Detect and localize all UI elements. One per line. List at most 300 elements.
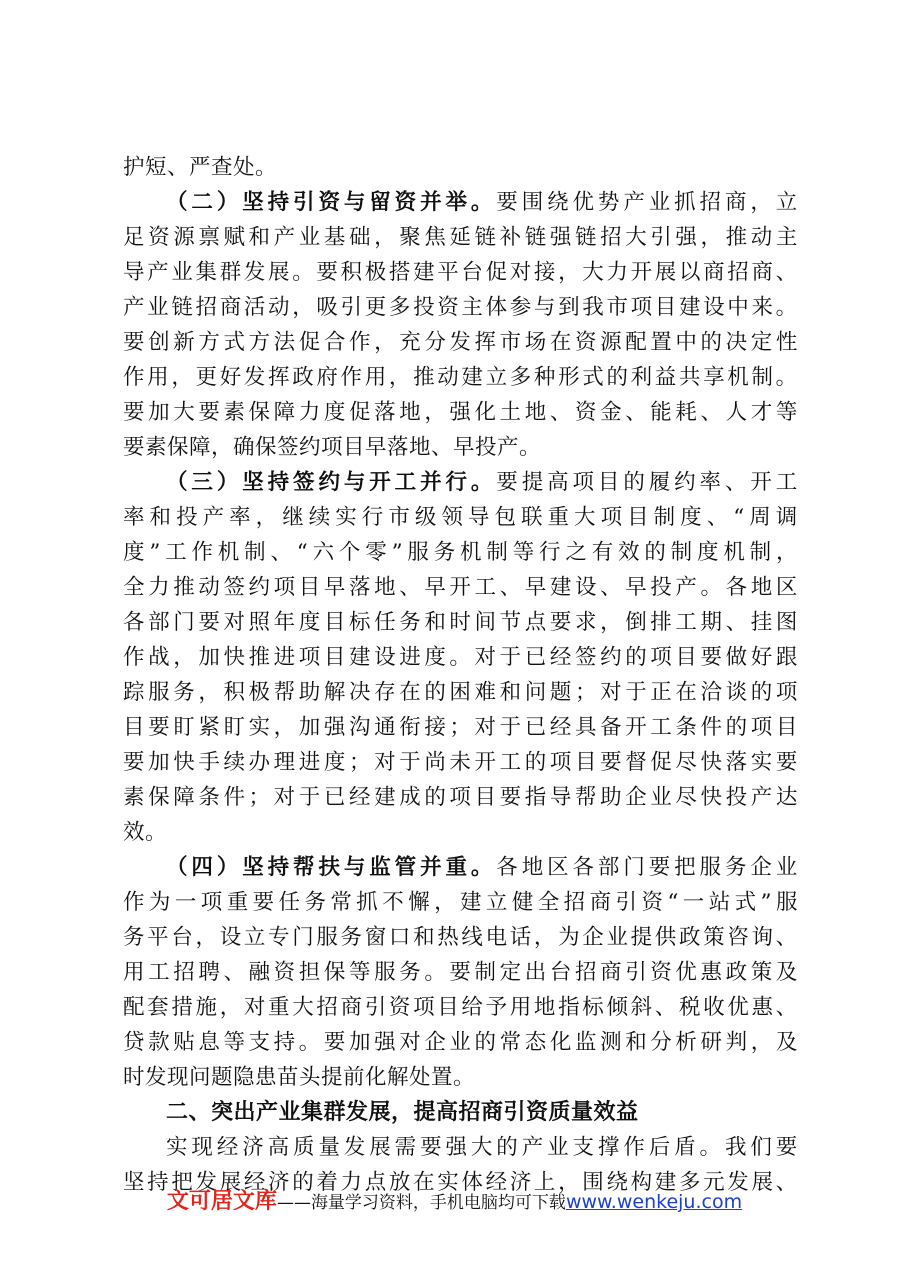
text-char: 机 xyxy=(460,540,483,565)
text-line xyxy=(123,780,798,815)
text-char: 合 xyxy=(323,330,346,355)
text-char: 济 xyxy=(268,1170,291,1195)
text-char: 与 xyxy=(533,295,556,320)
text-char: 极 xyxy=(248,680,271,705)
text-char: 率 xyxy=(123,505,146,530)
text-char: 各 xyxy=(725,575,748,600)
text-char: 。 xyxy=(470,190,493,215)
text-line xyxy=(123,360,798,395)
text-char: 已 xyxy=(323,785,346,810)
text-char: 发 xyxy=(243,260,266,285)
text-char: 主 xyxy=(461,295,484,320)
text-char: 促 xyxy=(348,400,371,425)
text-char: 我 xyxy=(582,295,605,320)
text-char: 等 xyxy=(348,960,371,985)
text-char: 政 xyxy=(725,960,748,985)
text-char: 和 xyxy=(248,225,271,250)
text-char: 推 xyxy=(413,365,436,390)
text-char: 参 xyxy=(509,295,532,320)
text-char: 各 xyxy=(572,855,595,880)
line-text: 时发现问题隐患苗头提前化解处置。 xyxy=(123,1065,476,1090)
text-char: 推 xyxy=(248,645,271,670)
text-char: 要 xyxy=(420,1135,443,1160)
text-char: 各 xyxy=(123,610,146,635)
text-char: 地 xyxy=(399,400,422,425)
text-char: 好 xyxy=(219,365,242,390)
text-char: ； xyxy=(248,785,271,810)
text-char: 标 xyxy=(582,995,605,1020)
text-char: 已 xyxy=(524,645,547,670)
text-char: 备 xyxy=(600,715,623,740)
text-char: 项 xyxy=(572,470,595,495)
text-char: ， xyxy=(775,540,798,565)
text-char: 询 xyxy=(751,925,774,950)
text-char: 体 xyxy=(485,295,508,320)
text-char: 、 xyxy=(549,400,572,425)
text-char: 商 xyxy=(703,260,726,285)
text-char: 绕 xyxy=(606,1170,629,1195)
text-char: 踪 xyxy=(123,680,146,705)
text-char: 台 xyxy=(549,960,572,985)
text-char: 极 xyxy=(364,260,387,285)
text-char: 与 xyxy=(343,855,366,880)
text-char: 持 xyxy=(267,855,290,880)
text-char: 以 xyxy=(678,260,701,285)
text-char: 企 xyxy=(582,925,605,950)
text-char: 于 xyxy=(499,645,522,670)
text-char: ， xyxy=(292,295,315,320)
text-char: 行 xyxy=(361,505,384,530)
text-char: 懈 xyxy=(408,890,431,915)
text-char: （ xyxy=(166,470,189,495)
text-char: 沟 xyxy=(348,715,371,740)
text-char: 在 xyxy=(413,1170,436,1195)
footer-tagline: ——海量学习资料，手机电脑均可下载 xyxy=(276,1193,566,1213)
text-char: 服 xyxy=(316,925,339,950)
text-char: 并 xyxy=(420,190,443,215)
text-char: 商 xyxy=(340,995,363,1020)
text-char: 约 xyxy=(318,470,341,495)
text-char: 式 xyxy=(734,890,757,915)
text-char: 目 xyxy=(597,470,620,495)
text-char: 专 xyxy=(268,925,291,950)
text-char: ， xyxy=(198,680,221,705)
text-char: 发 xyxy=(243,365,266,390)
text-char: 利 xyxy=(630,365,653,390)
text-char: 制 xyxy=(751,365,774,390)
text-char: 套 xyxy=(147,995,170,1020)
text-char: 要 xyxy=(499,785,522,810)
text-char: 实 xyxy=(437,1170,460,1195)
text-char: 中 xyxy=(675,330,698,355)
text-char: ， xyxy=(388,365,411,390)
text-char: 体 xyxy=(461,1170,484,1195)
text-char: 部 xyxy=(597,855,620,880)
text-char: 。 xyxy=(470,855,493,880)
text-char: 电 xyxy=(485,925,508,950)
text-char: 地 xyxy=(521,855,544,880)
text-char: 务 xyxy=(173,680,196,705)
text-char: 设 xyxy=(574,575,597,600)
text-char: 点 xyxy=(364,1170,387,1195)
text-char: 时 xyxy=(449,610,472,635)
text-char: 办 xyxy=(248,750,271,775)
text-char: 服 xyxy=(374,960,397,985)
text-char: 加 xyxy=(148,750,171,775)
text-char: 息 xyxy=(198,1030,221,1055)
text-char: 资 xyxy=(394,190,417,215)
text-char: 济 xyxy=(509,1170,532,1195)
text-char: 展 xyxy=(751,1170,774,1195)
text-char: 投 xyxy=(413,295,436,320)
text-char: 企 xyxy=(750,855,773,880)
text-char: 工 xyxy=(165,540,188,565)
text-char: 并 xyxy=(420,470,443,495)
text-line xyxy=(123,885,798,920)
text-line xyxy=(123,535,798,570)
text-char: 度 xyxy=(323,750,346,775)
text-char: 等 xyxy=(512,540,535,565)
text-char: 项 xyxy=(413,995,436,1020)
footer-url-link[interactable]: www.wenkeju.com xyxy=(565,1191,743,1213)
text-char: 领 xyxy=(441,505,464,530)
text-char: 平 xyxy=(437,260,460,285)
text-char: 签 xyxy=(223,575,246,600)
text-char: 源 xyxy=(600,330,623,355)
text-char: 基 xyxy=(323,225,346,250)
text-char: 赋 xyxy=(223,225,246,250)
text-char: 导 xyxy=(467,505,490,530)
text-char: 予 xyxy=(485,995,508,1020)
text-char: 市 xyxy=(606,295,629,320)
text-char: 招 xyxy=(563,890,586,915)
text-char: 资 xyxy=(437,295,460,320)
text-char: 助 xyxy=(298,680,321,705)
text-char: 坚 xyxy=(242,190,265,215)
text-char: 工 xyxy=(394,470,417,495)
text-char: 要 xyxy=(496,470,519,495)
text-char: 。 xyxy=(775,365,798,390)
text-char: 率 xyxy=(699,470,722,495)
text-char: 口 xyxy=(388,925,411,950)
text-char: 保 xyxy=(323,960,346,985)
text-char: 经 xyxy=(216,1135,239,1160)
text-line xyxy=(123,325,798,360)
text-char: 业 xyxy=(648,190,671,215)
text-char: 企 xyxy=(625,785,648,810)
text-char: 引 xyxy=(625,960,648,985)
text-line xyxy=(123,955,798,990)
text-char: 招 xyxy=(195,295,218,320)
text-char: 、 xyxy=(775,995,798,1020)
text-char: 、 xyxy=(775,925,798,950)
text-char: 节 xyxy=(499,610,522,635)
text-char: 提 xyxy=(630,925,653,950)
text-line xyxy=(123,255,798,290)
text-char: 构 xyxy=(630,1170,653,1195)
text-char: 加 xyxy=(348,1030,371,1055)
text-char: 任 xyxy=(374,610,397,635)
text-char: 引 xyxy=(364,995,387,1020)
text-char: 投 xyxy=(725,785,748,810)
text-char: 元 xyxy=(703,1170,726,1195)
text-char: 析 xyxy=(675,1030,698,1055)
text-char: 惠 xyxy=(751,995,774,1020)
text-line xyxy=(123,465,798,500)
text-char: 题 xyxy=(549,680,572,705)
text-char: 设 xyxy=(219,925,242,950)
text-char: 存 xyxy=(374,680,397,705)
text-char: 指 xyxy=(558,995,581,1020)
text-char: 于 xyxy=(499,715,522,740)
text-char: 挥 xyxy=(474,330,497,355)
text-char: 对 xyxy=(474,645,497,670)
text-char: 全 xyxy=(123,575,146,600)
text-char: 贴 xyxy=(173,1030,196,1055)
text-char: 加 xyxy=(148,400,171,425)
text-char: 优 xyxy=(675,960,698,985)
text-char: 促 xyxy=(650,750,673,775)
text-char: 现 xyxy=(191,1135,214,1160)
text-char: 接 xyxy=(424,715,447,740)
text-char: 和 xyxy=(424,610,447,635)
text-char: 方 xyxy=(248,330,271,355)
text-char: 制 xyxy=(486,540,509,565)
text-char: 具 xyxy=(574,715,597,740)
text-char: 对 xyxy=(374,750,397,775)
text-char: 达 xyxy=(775,785,798,810)
text-char: 机 xyxy=(727,365,750,390)
text-char: 提 xyxy=(521,470,544,495)
text-char: 政 xyxy=(678,925,701,950)
text-char: 与 xyxy=(343,470,366,495)
text-char: 的 xyxy=(644,540,667,565)
text-char: 早 xyxy=(625,575,648,600)
text-char: 保 xyxy=(248,400,271,425)
text-char: 立 xyxy=(775,190,798,215)
text-char: 业 xyxy=(449,1030,472,1055)
text-char: 款 xyxy=(148,1030,171,1055)
text-char: 的 xyxy=(424,785,447,810)
text-char: 招 xyxy=(316,995,339,1020)
text-char: 窗 xyxy=(364,925,387,950)
text-char: 的 xyxy=(623,470,646,495)
text-char: 优 xyxy=(727,995,750,1020)
text-char: 力 xyxy=(148,575,171,600)
text-char: 。 xyxy=(699,1135,722,1160)
text-char: 焦 xyxy=(424,225,447,250)
text-char: 作 xyxy=(623,1135,646,1160)
text-char: 能 xyxy=(650,400,673,425)
text-char: 来 xyxy=(751,295,774,320)
text-char: 重 xyxy=(268,995,291,1020)
text-char: 于 xyxy=(625,680,648,705)
text-char: 的 xyxy=(474,1030,497,1055)
text-char: 效 xyxy=(618,540,641,565)
text-char: 建 xyxy=(461,365,484,390)
text-char: 机 xyxy=(723,540,746,565)
text-char: ， xyxy=(558,260,581,285)
text-char: 。 xyxy=(700,575,723,600)
text-char: 个 xyxy=(338,540,361,565)
text-char: 要 xyxy=(496,190,519,215)
text-char: 进 xyxy=(273,645,296,670)
text-char: 给 xyxy=(461,995,484,1020)
text-char: 。 xyxy=(424,960,447,985)
text-char: 管 xyxy=(394,855,417,880)
text-char: 招 xyxy=(727,260,750,285)
text-char: 度 xyxy=(298,610,321,635)
text-char: 大 xyxy=(625,225,648,250)
text-char: 目 xyxy=(775,715,798,740)
text-char: 并 xyxy=(420,855,443,880)
text-char: 保 xyxy=(148,785,171,810)
text-char: 图 xyxy=(775,610,798,635)
text-char: 部 xyxy=(148,610,171,635)
text-char: 要 xyxy=(316,260,339,285)
text-char: ， xyxy=(273,715,296,740)
text-char: 决 xyxy=(725,330,748,355)
text-char: 解 xyxy=(323,680,346,705)
text-char: 坚 xyxy=(242,855,265,880)
text-char: 资 xyxy=(650,960,673,985)
text-line xyxy=(123,500,798,535)
text-char: 。 xyxy=(449,645,472,670)
text-char: 建 xyxy=(678,295,701,320)
text-char: 制 xyxy=(474,960,497,985)
text-char: 抓 xyxy=(674,190,697,215)
text-char: 展 xyxy=(369,1135,392,1160)
text-char: 决 xyxy=(348,680,371,705)
text-char: 务 xyxy=(724,855,747,880)
text-char: 工 xyxy=(499,750,522,775)
text-char: 开 xyxy=(474,750,497,775)
text-char: 担 xyxy=(298,960,321,985)
text-char: 项 xyxy=(750,715,773,740)
text-char: 立 xyxy=(485,890,508,915)
text-char: 要 xyxy=(775,750,798,775)
text-char: 目 xyxy=(123,715,146,740)
text-char: 性 xyxy=(775,330,798,355)
text-char: 商 xyxy=(589,890,612,915)
text-char: 工 xyxy=(474,575,497,600)
text-char: 障 xyxy=(273,400,296,425)
text-char: 盾 xyxy=(674,1135,697,1160)
text-char: 三 xyxy=(191,470,214,495)
text-char: 对 xyxy=(243,995,266,1020)
text-char: 重 xyxy=(445,855,468,880)
text-char: 策 xyxy=(750,960,773,985)
text-char: 产 xyxy=(273,225,296,250)
text-char: 建 xyxy=(654,1170,677,1195)
text-char: 在 xyxy=(675,680,698,705)
text-char: 件 xyxy=(700,715,723,740)
text-char: 的 xyxy=(606,365,629,390)
text-char: 排 xyxy=(650,610,673,635)
text-char: 要 xyxy=(123,330,146,355)
text-char: 享 xyxy=(703,365,726,390)
text-char: 线 xyxy=(461,925,484,950)
text-line xyxy=(123,395,798,430)
text-char: 全 xyxy=(537,890,560,915)
text-char: 项 xyxy=(775,680,798,705)
text-char: 制 xyxy=(749,540,772,565)
text-char: 链 xyxy=(574,225,597,250)
text-char: 帮 xyxy=(273,680,296,705)
text-char: 制 xyxy=(244,540,267,565)
text-char: 业 xyxy=(298,225,321,250)
text-char: 续 xyxy=(223,750,246,775)
text-char: 务 xyxy=(123,925,146,950)
text-char: 共 xyxy=(678,365,701,390)
text-char: 出 xyxy=(524,960,547,985)
text-char: 和 xyxy=(499,680,522,705)
text-char: 导 xyxy=(123,260,146,285)
text-char: 础 xyxy=(348,225,371,250)
text-char: 对 xyxy=(273,785,296,810)
text-char: 已 xyxy=(524,715,547,740)
text-char: 工 xyxy=(775,470,798,495)
text-char: 制 xyxy=(653,505,676,530)
text-char: 加 xyxy=(298,715,321,740)
text-char: 督 xyxy=(625,750,648,775)
text-char: 、 xyxy=(700,400,723,425)
text-char: 加 xyxy=(198,645,221,670)
text-char: 招 xyxy=(173,960,196,985)
text-char: 搭 xyxy=(388,260,411,285)
text-char: 度 xyxy=(697,540,720,565)
text-char: 源 xyxy=(173,225,196,250)
text-char: 定 xyxy=(750,330,773,355)
text-char: 府 xyxy=(316,365,339,390)
text-char: ， xyxy=(173,645,196,670)
text-char: 抓 xyxy=(356,890,379,915)
text-char: 作 xyxy=(123,365,146,390)
text-line xyxy=(123,745,798,780)
text-char: 服 xyxy=(407,540,430,565)
text-char: 目 xyxy=(323,645,346,670)
text-char: 约 xyxy=(674,470,697,495)
text-char: 商 xyxy=(724,190,747,215)
text-char: 盯 xyxy=(173,715,196,740)
text-char: 我 xyxy=(724,1135,747,1160)
text-char: 条 xyxy=(198,785,221,810)
text-char: 展 xyxy=(219,1170,242,1195)
text-char: 吸 xyxy=(316,295,339,320)
text-char: 热 xyxy=(437,925,460,950)
text-char: 落 xyxy=(374,400,397,425)
text-char: 手 xyxy=(198,750,221,775)
text-char: 力 xyxy=(340,1170,363,1195)
text-char: ， xyxy=(374,225,397,250)
text-char: 帮 xyxy=(574,785,597,810)
text-char: 促 xyxy=(298,330,321,355)
text-char: 理 xyxy=(273,750,296,775)
text-char: 务 xyxy=(399,960,422,985)
text-char: 之 xyxy=(565,540,588,565)
text-char: 和 xyxy=(413,925,436,950)
text-char: 力 xyxy=(298,400,321,425)
text-char: 务 xyxy=(399,610,422,635)
text-char: 周 xyxy=(749,505,772,530)
text-char: 强 xyxy=(549,225,572,250)
text-char: 与 xyxy=(343,190,366,215)
text-line xyxy=(123,815,798,850)
text-char: 门 xyxy=(292,925,315,950)
text-char: 进 xyxy=(298,750,321,775)
text-char: 土 xyxy=(499,400,522,425)
text-char: 资 xyxy=(318,190,341,215)
